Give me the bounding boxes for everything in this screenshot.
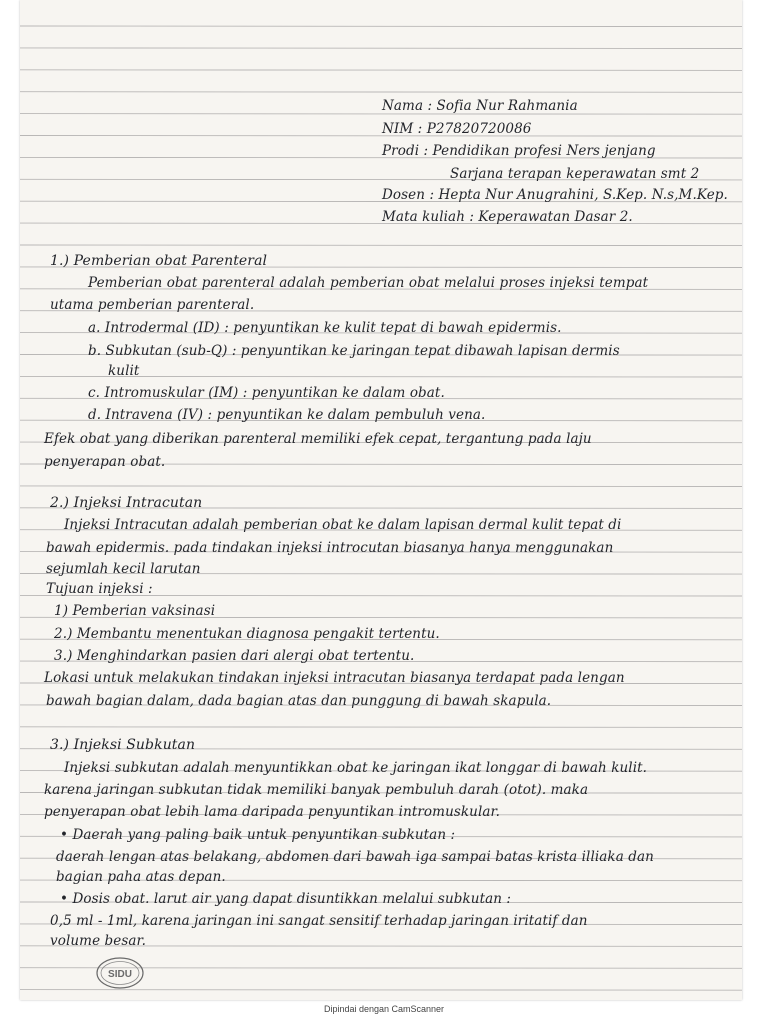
section-2-title: 2.) Injeksi Intracutan [50,495,203,511]
section-2-line: 3.) Menghindarkan pasien dari alergi obat tertentu. [54,648,415,664]
section-1-line: b. Subkutan (sub-Q) : penyuntikan ke jaringan tepat dibawah lapisan dermis [88,343,620,359]
section-3-title: 3.) Injeksi Subkutan [50,737,196,753]
section-3-line: volume besar. [50,933,147,949]
notebook-page [20,0,742,1000]
section-3-line: penyerapan obat lebih lama daripada penyuntikan intromuskular. [44,804,500,820]
prodi-line: Prodi : Pendidikan profesi Ners jenjang [382,143,656,159]
section-2-line: Lokasi untuk melakukan tindakan injeksi intracutan biasanya terdapat pada lengan [44,670,625,686]
section-2-line: 1) Pemberian vaksinasi [54,603,216,619]
section-3-line: 0,5 ml - 1ml, karena jaringan ini sangat sensitif terhadap jaringan iritatif dan [50,913,588,929]
lecturer-line: Dosen : Hepta Nur Anugrahini, S.Kep. N.s,M.Kep. [382,187,728,203]
section-1-line: c. Intromuskular (IM) : penyuntikan ke dalam obat. [88,385,445,401]
prodi-line-2: Sarjana terapan keperawatan smt 2 [450,166,700,182]
nim-line: NIM : P27820720086 [382,121,532,137]
section-1-line: penyerapan obat. [44,454,166,470]
name-line: Nama : Sofia Nur Rahmania [382,98,578,114]
section-1-line: kulit [108,363,140,379]
section-3-line: karena jaringan subkutan tidak memiliki banyak pembuluh darah (otot). maka [44,782,589,798]
section-1-line: a. Introdermal (ID) : penyuntikan ke kulit tepat di bawah epidermis. [88,320,562,336]
section-3-line: • Dosis obat. larut air yang dapat disuntikkan melalui subkutan : [60,891,512,907]
section-2-line: 2.) Membantu menentukan diagnosa pengakit tertentu. [54,626,440,642]
section-2-line: Injeksi Intracutan adalah pemberian obat ke dalam lapisan dermal kulit tepat di [64,517,622,533]
sidu-logo-icon [95,956,145,990]
section-2-line: sejumlah kecil larutan [46,561,201,577]
section-2-line: bawah epidermis. pada tindakan injeksi introcutan biasanya hanya menggunakan [46,540,614,556]
section-3-line: bagian paha atas depan. [56,869,226,885]
section-1-line: utama pemberian parenteral. [50,297,255,313]
section-1-title: 1.) Pemberian obat Parenteral [50,253,268,269]
section-3-line: daerah lengan atas belakang, abdomen dari bawah iga sampai batas krista illiaka dan [56,849,654,865]
section-2-line: bawah bagian dalam, dada bagian atas dan punggung di bawah skapula. [46,693,552,709]
section-3-line: Injeksi subkutan adalah menyuntikkan obat ke jaringan ikat longgar di bawah kulit. [64,760,648,776]
course-line: Mata kuliah : Keperawatan Dasar 2. [382,209,633,225]
stamp-text: SIDU [108,969,132,980]
handwritten-content [20,0,742,1000]
section-2-line: Tujuan injeksi : [46,581,153,597]
section-1-line: Pemberian obat parenteral adalah pemberian obat melalui proses injeksi tempat [88,275,649,291]
section-3-line: • Daerah yang paling baik untuk penyuntikan subkutan : [60,827,456,843]
section-1-line: d. Intravena (IV) : penyuntikan ke dalam pembuluh vena. [88,407,486,423]
scanner-footer: Dipindai dengan CamScanner [323,1004,445,1014]
section-1-line: Efek obat yang diberikan parenteral memiliki efek cepat, tergantung pada laju [44,431,592,447]
